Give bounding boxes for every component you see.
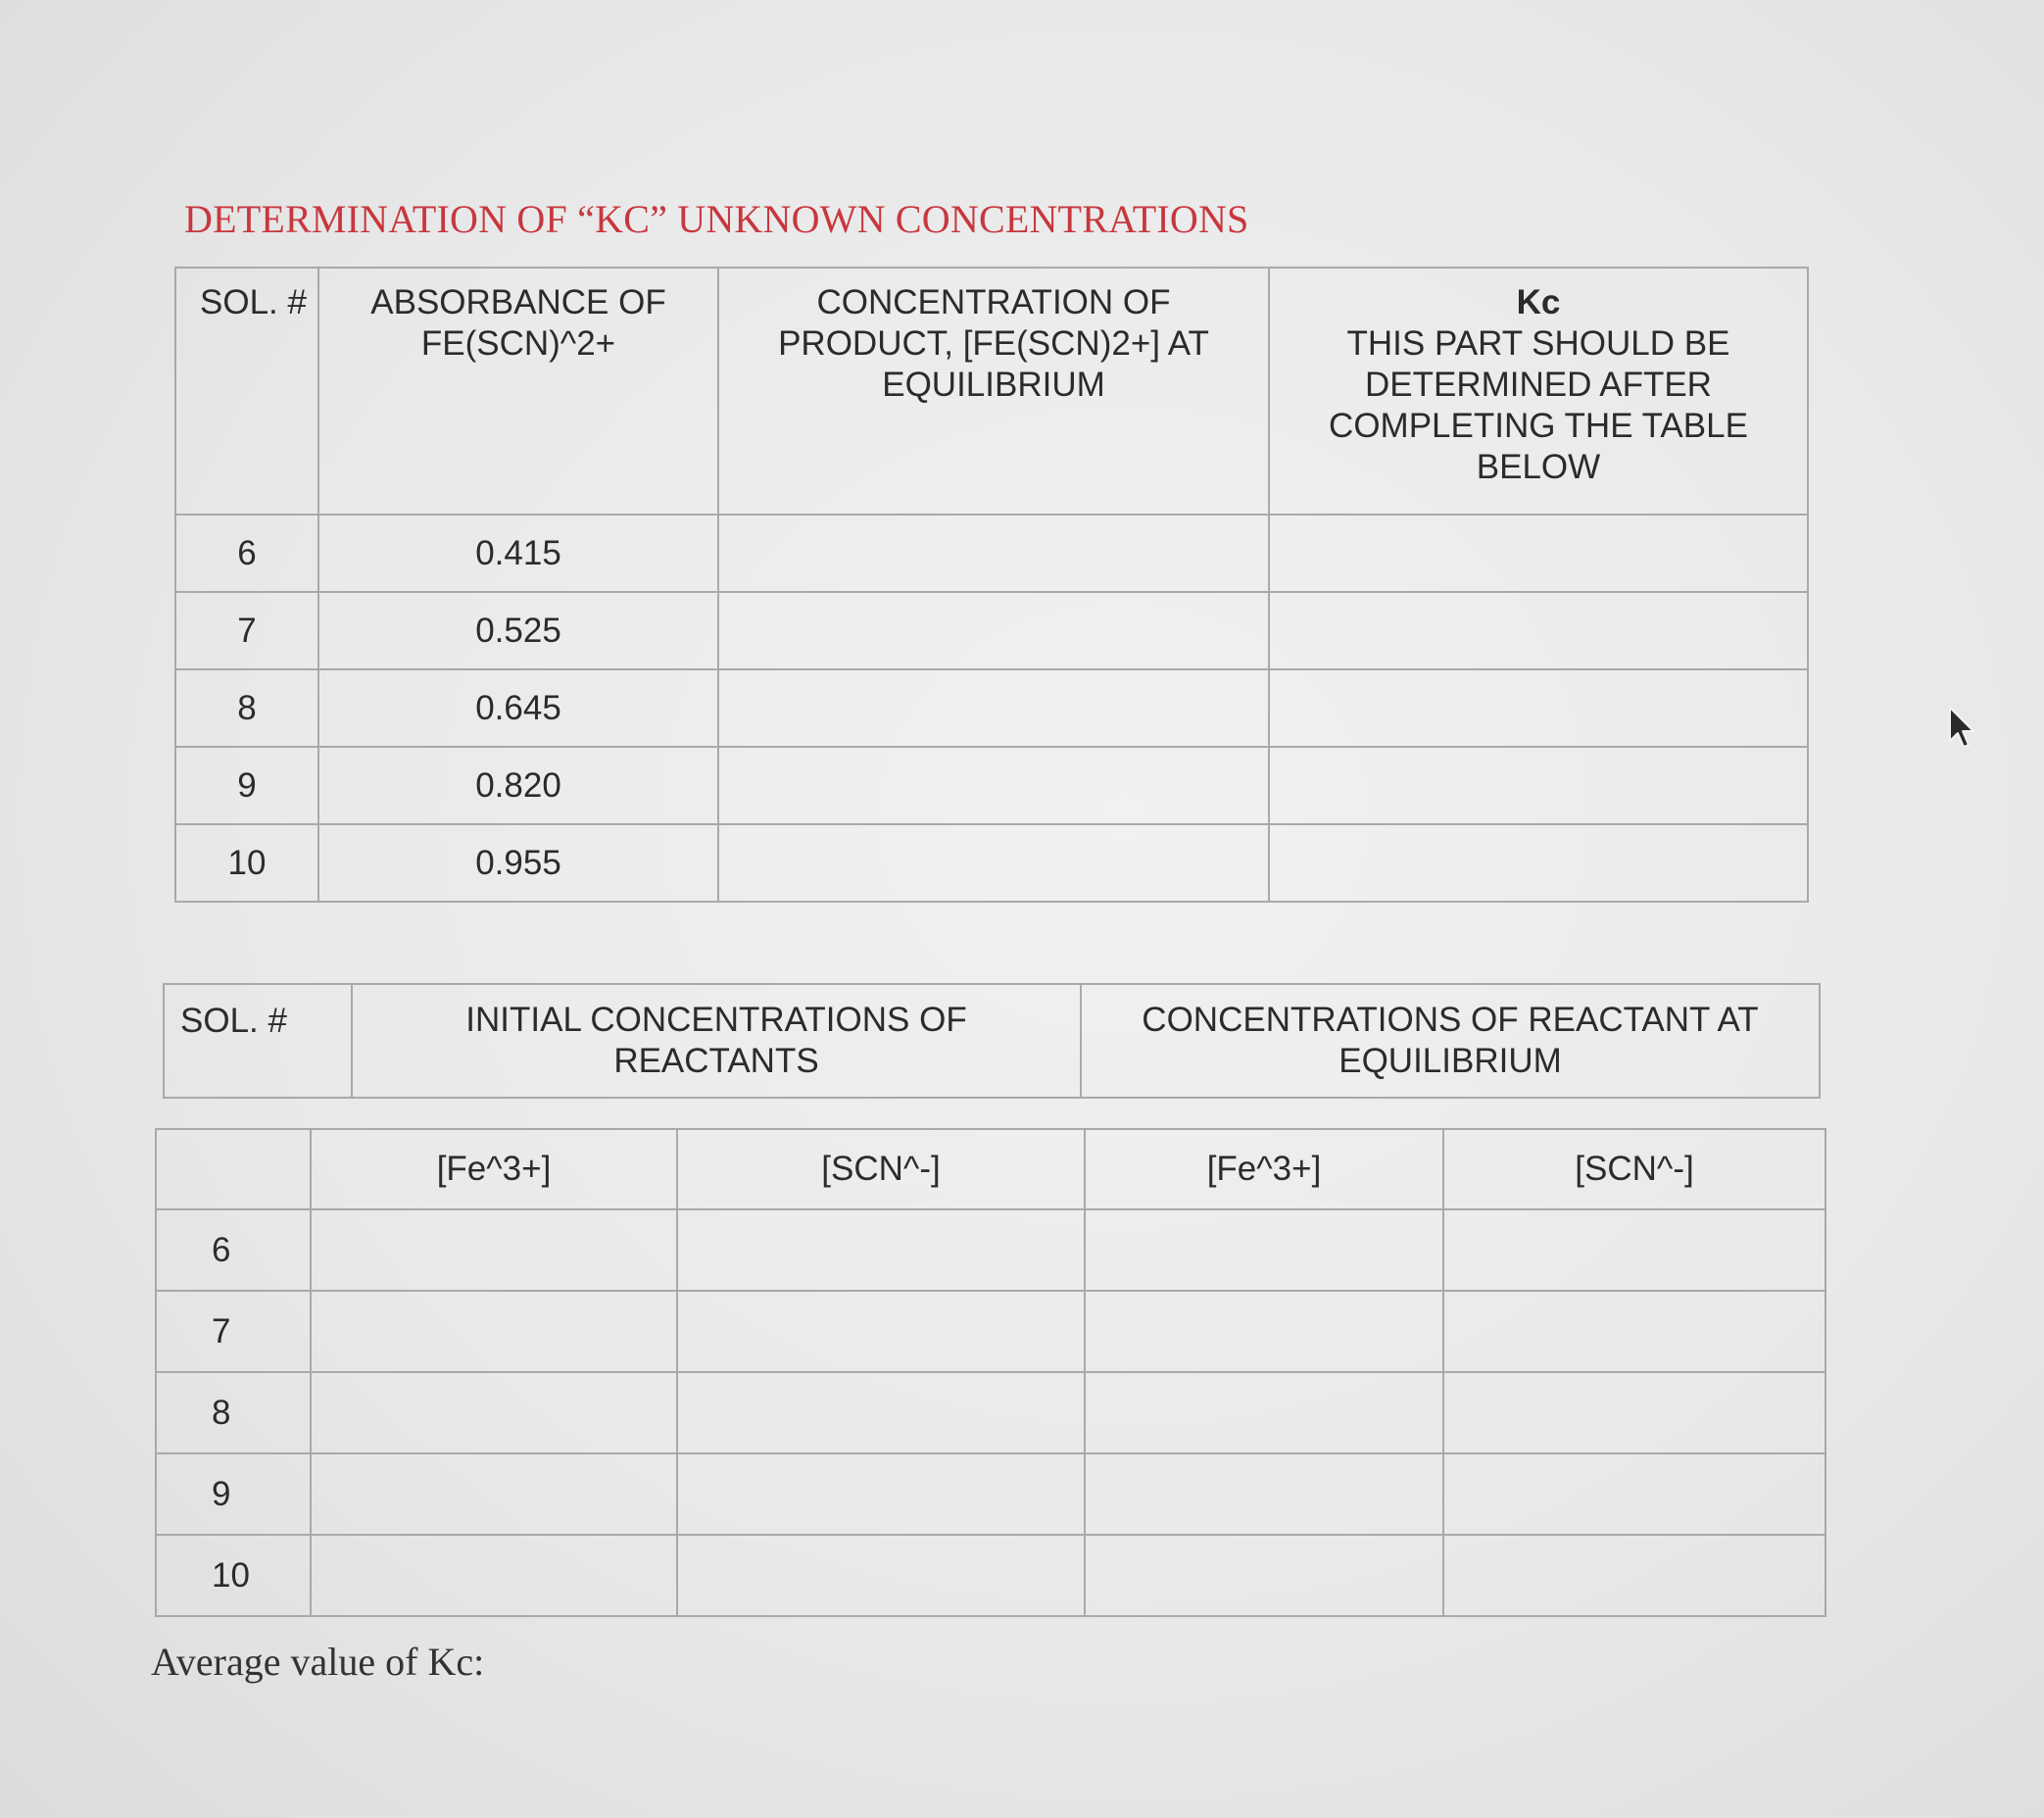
fe-equilibrium-cell[interactable]: [1085, 1291, 1443, 1372]
table-row: [175, 515, 1808, 592]
table-row: [175, 592, 1808, 669]
table-header-row: [164, 984, 1820, 1098]
sol-cell: 10: [175, 824, 318, 902]
absorbance-table: [174, 267, 1809, 903]
scn-equilibrium-cell[interactable]: [1443, 1209, 1825, 1291]
initial-concentrations-header: INITIAL CONCENTRATIONS OF REACTANTS: [352, 984, 1081, 1098]
scn-equilibrium-cell[interactable]: [1443, 1372, 1825, 1453]
table-row: [156, 1291, 1825, 1372]
kc-cell[interactable]: [1269, 515, 1808, 592]
scn-equilibrium-cell[interactable]: [1443, 1535, 1825, 1616]
fe-equilibrium-header: [Fe^3+]: [1085, 1129, 1443, 1209]
scn-initial-cell[interactable]: [677, 1453, 1085, 1535]
fe-initial-cell[interactable]: [311, 1535, 677, 1616]
fe-equilibrium-cell[interactable]: [1085, 1372, 1443, 1453]
fe-equilibrium-cell[interactable]: [1085, 1453, 1443, 1535]
table-row: [175, 669, 1808, 747]
table-row: [156, 1372, 1825, 1453]
sol-cell: 9: [175, 747, 318, 824]
sol-header: SOL. #: [175, 268, 318, 515]
equilibrium-concentrations-header: CONCENTRATIONS OF REACTANT AT EQUILIBRIUM: [1081, 984, 1820, 1098]
scn-equilibrium-cell[interactable]: [1443, 1291, 1825, 1372]
sol-cell: 6: [175, 515, 318, 592]
fe-initial-cell[interactable]: [311, 1209, 677, 1291]
sol-cell: 7: [156, 1291, 311, 1372]
kc-cell[interactable]: [1269, 592, 1808, 669]
sol-cell: 8: [175, 669, 318, 747]
absorbance-cell: 0.525: [318, 592, 718, 669]
kc-cell[interactable]: [1269, 747, 1808, 824]
reactant-concentrations-table: [155, 1128, 1826, 1617]
sol-cell: 10: [156, 1535, 311, 1616]
table-header-row: [156, 1129, 1825, 1209]
sol-header: SOL. #: [164, 984, 352, 1098]
concentration-cell[interactable]: [718, 824, 1269, 902]
scn-initial-cell[interactable]: [677, 1209, 1085, 1291]
scn-equilibrium-header: [SCN^-]: [1443, 1129, 1825, 1209]
fe-equilibrium-cell[interactable]: [1085, 1209, 1443, 1291]
concentration-cell[interactable]: [718, 747, 1269, 824]
table-row: [175, 824, 1808, 902]
kc-cell[interactable]: [1269, 669, 1808, 747]
table-row: [156, 1453, 1825, 1535]
kc-note: THIS PART SHOULD BE DETERMINED AFTER COMPLETING THE TABLE BELOW: [1329, 324, 1748, 486]
scn-initial-cell[interactable]: [677, 1291, 1085, 1372]
table-row: [156, 1535, 1825, 1616]
sol-column-header: [156, 1129, 311, 1209]
kc-header: [1269, 268, 1808, 515]
mouse-pointer-icon: [1948, 706, 1977, 751]
absorbance-cell: 0.955: [318, 824, 718, 902]
absorbance-cell: 0.820: [318, 747, 718, 824]
average-kc-label: Average value of Kc:: [151, 1640, 485, 1684]
fe-initial-header: [Fe^3+]: [311, 1129, 677, 1209]
absorbance-cell: 0.645: [318, 669, 718, 747]
absorbance-cell: 0.415: [318, 515, 718, 592]
fe-initial-cell[interactable]: [311, 1372, 677, 1453]
reactants-header-table: [163, 983, 1821, 1099]
concentration-cell[interactable]: [718, 515, 1269, 592]
concentration-cell[interactable]: [718, 592, 1269, 669]
kc-cell[interactable]: [1269, 824, 1808, 902]
fe-equilibrium-cell[interactable]: [1085, 1535, 1443, 1616]
scn-initial-header: [SCN^-]: [677, 1129, 1085, 1209]
absorbance-header: ABSORBANCE OF FE(SCN)^2+: [318, 268, 718, 515]
page-title: DETERMINATION OF “KC” UNKNOWN CONCENTRATIONS: [184, 197, 1249, 241]
sol-cell: 6: [156, 1209, 311, 1291]
table-header-row: [175, 268, 1808, 515]
fe-initial-cell[interactable]: [311, 1453, 677, 1535]
sol-cell: 7: [175, 592, 318, 669]
table-row: [156, 1209, 1825, 1291]
concentration-header: CONCENTRATION OF PRODUCT, [FE(SCN)2+] AT EQUILIBRIUM: [718, 268, 1269, 515]
scn-equilibrium-cell[interactable]: [1443, 1453, 1825, 1535]
sol-cell: 8: [156, 1372, 311, 1453]
fe-initial-cell[interactable]: [311, 1291, 677, 1372]
scn-initial-cell[interactable]: [677, 1372, 1085, 1453]
table-row: [175, 747, 1808, 824]
concentration-cell[interactable]: [718, 669, 1269, 747]
sol-cell: 9: [156, 1453, 311, 1535]
scn-initial-cell[interactable]: [677, 1535, 1085, 1616]
kc-label: Kc: [1516, 283, 1561, 321]
